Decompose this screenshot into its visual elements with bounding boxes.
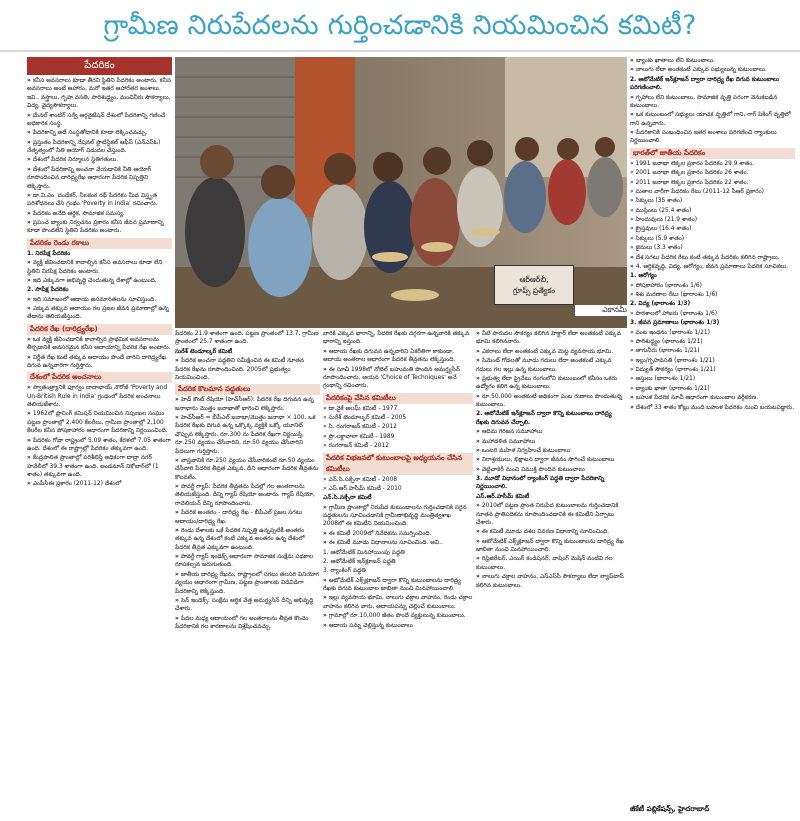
paragraph: 1. ఆటోమేటిక్ మినహాయింపు పద్ధతి — [323, 549, 405, 556]
sub-heading: ఎస్.ఆర్.హసీమ్ కమిటీ — [476, 493, 530, 500]
page-title: గ్రామీణ నిరుపేదలను గుర్తించడానికి నియమించిన కమిటీ? — [0, 0, 800, 52]
paragraph: » 1991 జనాభా లెక్కల ప్రకారం పేదరికం 29.9 శాతం. — [630, 160, 755, 167]
column-2 — [175, 330, 320, 819]
bullet-paragraph: » ఎంపీసీఈ ప్రకారం (2011-12) దేశంలో — [27, 480, 172, 488]
bullet-paragraph: » రిఫ్రిజిరేటర్, ఎయిర్ కండిషనర్, వాషింగ్ మెషిన్ వంటివి గల కుటుంబాలు. — [476, 555, 626, 572]
paragraph: » ఎస్.ఆర్.హసీమ్ కమిటీ - 2010 — [323, 485, 402, 492]
paragraph: » ముస్లింలు (25.4 శాతం) — [630, 207, 692, 214]
bullet-paragraph: » కేంద్రపాలిత ప్రాంతాల్లో పరిశీలిస్తే అధికంగా దాద్రా నగర్ హవేలీలో 39.3 శాతంగా ఉంది. అండమాన్ నికోబార్‌లో (1 శాతం) తక్కువగా ఉంది. — [27, 454, 172, 479]
paragraph: » ప్రొ.లక్డావాలా కమిటీ - 1989 — [323, 433, 395, 440]
sub-heading: 3. మూడో విధానంలో ర్యాంకింగ్ పద్ధతి ద్వారా పేదరికాన్ని నిర్ణయించాలి. — [476, 476, 605, 491]
bullet-paragraph: » నీటి పారుదల సౌకర్యం కలిగిన హెక్టార్ లేదా అంతకంటే ఎక్కువ భూమి కలిగినవారు. — [476, 330, 626, 347]
sub-heading: 2. విద్య (భారాంశం 1/3) — [630, 301, 691, 308]
paragraph: » రంగరాజన్ కమిటీ - 2012 — [323, 443, 389, 450]
paragraph: » పారిశుద్ధ్యం (భారాంశం 1/21) — [630, 338, 703, 345]
bullet-paragraph: » డా.వి.ఎం. దండేకర్, నీలకంఠ రథ్ పేదరికం మీద విస్తృత పరిశోధనలు చేసి గ్రంథం 'Poverty in India' రచించారు. — [27, 192, 172, 209]
bullet-paragraph: » పేదల మధ్య ఆదాయంలో గల అంతరాలను తీవ్రత కొంచెం పేదరికానికి గల కారణాలను విశ్లేషించవచ్చు. — [175, 615, 320, 632]
bullet-paragraph: » ఒక కుటుంబంలో సభ్యులు యాచక వృత్తిలో గాని, రాగ్ పికింగ్ వృత్తిలో గాని ఉన్నవారు. — [630, 111, 795, 128]
paragraph: » ఆస్తులు (భారాంశం 1/21) — [630, 376, 696, 383]
paragraph: » 2001 జనాభా లెక్కల ప్రకారం పేదరికం 26 శాతం. — [630, 170, 749, 177]
paragraph: » జైనులు (3.3 శాతం) — [630, 245, 683, 252]
section-heading: పేదరికంపై వేసిన కమిటీలు — [323, 393, 473, 404]
bullet-paragraph: » పేదరికం గోవా రాష్ట్రంలో 5.09 శాతం, కేరళలో 7.05 శాతంగా ఉంది. దేశంలో ఈ రాష్ట్రాల్లో పేదరికం తక్కువగా ఉంది. — [27, 437, 172, 454]
sub-heading: 2. ఆటోమేటిక్ ఇన్‌క్లూజన్ ద్వారా దారిద్ర్య రేఖ దిగువ కుటుంబాలు పరిగణించాలి. — [630, 76, 780, 92]
bullet-paragraph: » దేశ సగటు పేదరిక రేటు కంటే తక్కువ పేదరికం కలిగిన రాష్ట్రాలు. — [630, 254, 795, 262]
bullet-paragraph: » బహుళ పేదరిక సూచీ ఆధారంగా కుటుంబాల వర్గీకరణ. — [630, 394, 795, 402]
bullet-paragraph: » రూ.50,000 అంతకంటే అధికంగా పంట రుణాలు పొందుతున్న కుటుంబాలు. — [476, 393, 626, 410]
bullet-paragraph: » ఈ కమిటీ మూడు దశల వివరణ విధానాన్ని సూచించింది. — [476, 528, 626, 536]
bullet-paragraph: » వ్యక్తి జీవించడానికి కావాల్సిన కనీస అవసరాలు కూడా లేని స్థితిని నిరపేక్ష పేదరికం అంటారు. — [27, 259, 172, 276]
bullet-paragraph: » ఎక్కువ తక్కువ ఆదాయం గల ప్రజల జీవన ప్రమాణాల్లో ఉన్న తేడాను తెలియజేస్తుంది. — [27, 305, 172, 322]
bullet-paragraph: » నిరాశ్రయులు, భిక్షాటన ద్వారా జీవనం సాగించే కుటుంబాలు — [476, 456, 626, 464]
column-4 — [476, 330, 626, 819]
bullet-paragraph: » ఎకరాలు లేదా అంతకంటే ఎక్కువ మెట్ట వ్యవసాయ భూమి. — [476, 348, 626, 356]
bullet-paragraph: » 2010లో పట్టణ ప్రాంత నిరుపేద కుటుంబాలను గుర్తించడానికి నూతన ప్రాతిపదికను రూపొందించడానికి ఈ కమిటీని ఏర్పాటు చేశారు. — [476, 502, 626, 527]
paragraph: » హిందువులు (21.9 శాతం) — [630, 217, 697, 223]
column-3 — [323, 330, 473, 819]
paragraph: » విద్యుత్ సౌకర్యం (భారాంశం 1/21) — [630, 367, 716, 373]
bullet-paragraph: » పావర్టీ గ్యాప్: పేదరిక తీవ్రతను పేదల్లో గల అంతరాలను తెలియజేస్తుంది. దీన్ని గ్యాప్ రేషియో అంటారు. గ్యాప్ రేషియో, రావెలియన్ దీన్ని రూపొందించారు. — [175, 483, 320, 508]
bullet-paragraph: » ఆటోమేటిక్ ఎక్స్‌క్లూజన్ ద్వారా కొన్ని కుటుంబాలను దారిద్ర్య రేఖకు దిగువ కుటుంబాల జాబితా నుంచి మినహాయించాలి. — [323, 577, 473, 594]
column-1 — [27, 77, 172, 819]
bullet-paragraph: » ఇది ఎక్కువగా అభివృద్ధి చెందుతున్న దేశాల్లో ఉంటుంది. — [27, 277, 172, 285]
section-heading: పేదరిక కొలమాన పద్ధతులు — [175, 384, 320, 395]
publisher-credit: జీకేటీ పబ్లికేషన్స్, హైదరాబాద్ — [630, 805, 710, 813]
bullet-paragraph: » దేశంలో 33 శాతం కోట్లు మంది బహుళ పేదరికం నుంచి బయటపడ్డారు. — [630, 404, 795, 412]
credit-line-1: ఆర్‌ఆర్‌బీ, — [519, 275, 549, 284]
sub-heading: సురేశ్ టెండూల్కర్ కమిటీ — [175, 348, 233, 355]
bullet-paragraph: » స్వాతంత్ర్యానికి పూర్వం దాదాభాయ్ నౌరోజీ 'Poverty and Un-British Rule in India' గ్రంథంలో పేదరిక అంచనాలు తెలియజేశారు. — [27, 384, 172, 409]
bullet-paragraph: » ప్రభుత్వ లేదా ప్రైవేటు రంగంలోని కుటుంబంలో కనీసం ఒకరు ఉద్యోగం కలిగి ఉన్న కుటుంబాలు. — [476, 375, 626, 392]
bullet-paragraph: » దేశంలో పేదరికాన్ని అంచనా వేయడానికి నీతి ఆయోగ్ రూపొందించిన దారిద్ర్యరేఖ ఆధారంగా పేదరిక నిష్పత్తిని లెక్కిస్తారు. — [27, 166, 172, 191]
bullet-paragraph: » ఆటోమేటిక్ ఎక్స్‌క్లూజన్ ద్వారా కొన్ని కుటుంబాలను దారిద్ర్య రేఖ జాబితా నుంచి మినహాయించాలి. — [476, 538, 626, 555]
bullet-paragraph: » జాతీయ దారిద్ర్య రేఖను, రాష్ట్రాలలో సగటు తలసరి వినియోగ వ్యయం ఆధారంగా గ్రామీణ, పట్టణ ప్రాంతాలకు విడివిడిగా పేదరికాన్ని లెక్కిస్తుంది. — [175, 571, 320, 596]
bullet-paragraph: » బ్యాంకు ఖాతాలు లేని కుటుంబాలు. — [630, 57, 795, 65]
bullet-paragraph: » పేదరికం అనేది ఆర్థిక, సామాజిక సమస్య. — [27, 210, 172, 218]
paragraph: » శిశు మరణాల రేటు (భారాంశం 1/6) — [630, 292, 718, 298]
sub-heading: 2. ఆటోమేటిక్ ఇన్‌క్లూజన్ ద్వారా కొన్ని కుటుంబాలు దారిద్ర్య రేఖకు దిగువన చేర్చాలి. — [476, 411, 612, 426]
bullet-paragraph: » పేదరికానికి సంబంధించిన ఇతర అంశాలు పరిగణించి ర్యాంకులు నిర్ణయించాలి. — [630, 129, 795, 146]
bullet-paragraph: » ఈ సూచీ 1998లో నోబెల్ బహుమతి పొందిన అమర్త్యసేన్ రూపొందించారు. ఆయన 'Choice of Techniques' అనే గ్రంథాన్ని రచించారు. — [323, 366, 473, 391]
bullet-paragraph: » గృహాలు లేని కుటుంబాలు, సామాజిక వృత్తి పరంగా వెనుకబడిన కుటుంబాలు. — [630, 94, 795, 111]
paragraph: 3. ర్యాంకింగ్ పద్ధతి — [323, 568, 366, 575]
sub-heading: ఎన్.సి.సక్సేనా కమిటీ — [323, 495, 372, 502]
section-heading: భారత్‌లో జాతీయ పేదరికం — [630, 148, 795, 159]
bullet-paragraph: » రెండు దేశాలకు ఒకే పేదరిక నిష్పత్తి ఉన్నప్పటికీ అంతరం తక్కువ ఉన్న దేశంలో కంటే ఎక్కువ అంతరం ఉన్న దేశంలో పేదరిక తీవ్రత ఎక్కువగా ఉంటుంది. — [175, 527, 320, 552]
paragraph: » సిక్కులు (5.9 శాతం) — [630, 235, 685, 242]
paragraph: » తాగునీరు (భారాంశం 1/21) — [630, 348, 700, 355]
sub-heading: 1. నిరపేక్ష పేదరికం — [27, 250, 71, 257]
paragraph: » వంట ఇంధనం (భారాంశం 1/21) — [630, 329, 710, 336]
bullet-paragraph: » మేనల్ శాంటిర్ సర్వే ఆర్గనైజేషన్ దేశంలో పేదరికాన్ని గణించే అధికారిక సంస్థ. — [27, 112, 172, 129]
sub-heading: 3. జీవన ప్రమాణాలు (భారాంశం 1/3) — [630, 320, 720, 327]
section-heading: పేదరిక విభజనలో కుటుంబాలపై అధ్యయనం చేసిన కమిటీలు — [323, 453, 473, 475]
bullet-paragraph: » ఈ కమిటీ మూడు విధానాలను సూచించింది. అవి.. — [323, 539, 473, 547]
bullet-paragraph: » ప్రపంచ బ్యాంకు నిర్వచనం ప్రకారం కనీస జీవన ప్రమాణాన్ని కూడా పొందలేని స్థితిని పేదరికం అంటారు. — [27, 219, 172, 236]
bullet-paragraph: » సెన్ ఇండెక్స్: సంక్షేమ ఆర్థిక వేత్త అమర్త్యసేన్ దీన్ని అభివృద్ధి చేశారు. — [175, 597, 320, 614]
bullet-paragraph: » ఆదాయ పన్ను చెల్లిస్తున్న కుటుంబాలు — [323, 622, 473, 630]
paragraph: పేదరికం 21.9 శాతంగా ఉంది. పట్టణ ప్రాంతంలో 13.7, గ్రామీణ ప్రాంతంలో 25.7 శాతంగా ఉంది. — [175, 331, 319, 346]
paragraph: » పోషకాహారం (భారాంశం 1/6) — [630, 282, 702, 289]
paragraph: వారికి ఎక్కువ భారాన్ని, పేదరిక రేఖకు దగ్గరగా ఉన్నవారికి తక్కువ భారాన్ని ఇస్తుంది. — [323, 331, 470, 346]
bullet-paragraph: » పేదరిక అంతరం - దారిద్ర్య రేఖ - బీపీఎల్ ప్రజల సగటు ఆదాయం/దారిద్ర్య రేఖ. — [175, 509, 320, 526]
bullet-paragraph: » కనీస అవసరాలు కూడా తీరని స్థితిని పేదరికం అంటారు. కనీస అవసరాలు అంటే ఆహారం, మరో ఇతర ఆహారేతర అంశాలు. ఇవి.. వస్త్రాలు, గృహ వసతి, పారిశుద్ధ్యం, మంచినీరు సౌకర్యాలు, విద్య, వైద్యసౌకర్యాలు. — [27, 77, 172, 111]
bullet-paragraph: » నిర్ణీత రేఖ కంటే తక్కువ ఆదాయం పొందే వారిని దారిద్ర్యరేఖ దిగువ ఉన్నవారిగా గుర్తిస్తారు. — [27, 354, 172, 371]
bullet-paragraph: » ఆదాయ రేఖకు దిగువన ఉన్నవారిని ఏకరీతిగా కాకుండా, ఆదాయ అంతరాల ఆధారంగా పేదరిక తీవ్రతను లెక్కిస్తుంది. — [323, 348, 473, 365]
bullet-paragraph: » ఒంటరి మహిళ నిర్వహించే కుటుంబాలు — [476, 447, 626, 455]
paragraph: » సి. రంగరాజన్ కమిటీ - 2012 — [323, 424, 397, 431]
bullet-paragraph: » నాలుగు చక్రాల వాహనం, ఎస్ఎస్‌సీ సౌకర్యాలు లేదా ల్యాప్‌టాప్ కలిగిన కుటుంబాలు. — [476, 573, 626, 590]
bullet-paragraph: » ఇల్లు వ్యవసాయ భూమి, నాలుగు చక్రాల వాహనం, రెండు చక్రాల వాహనం కలిగిన వారు, ఆదాయపన్ను చెల్లించే కుటుంబాలు. — [323, 594, 473, 611]
paragraph: » పాఠశాలలో హాజరు (భారాంశం 1/6) — [630, 310, 718, 317]
sub-heading: 1. ఆరోగ్యం — [630, 273, 657, 280]
bullet-paragraph: » పేదరికాన్ని అదే సంస్థతోటానికి కూడా లెక్కించవచ్చు. — [27, 129, 172, 137]
article-category: ఎకానమీ — [575, 305, 627, 316]
bullet-paragraph: » వెట్టిచాకిరీ నుంచి విముక్తి పొందిన కుటుంబాలు — [476, 466, 626, 474]
bullet-paragraph: » 1962లో ప్లానింగ్ కమిషన్ నియమించిన నిపుణుల సంఘం పట్టణ ప్రాంతాల్లో 2,400 కేలరీలు, గ్రామీణ ప్రాంతాల్లో 2,100 కేలరీల కనీస పోషకాహారం ఆధారంగా పేదరికాన్ని నిర్ణయించింది. — [27, 410, 172, 435]
bullet-paragraph: » నాలుగు లేదా అంతకంటే ఎక్కువ సభ్యులున్న కుటుంబాలు. — [630, 66, 795, 74]
section-heading: పేదరిక రేఖ (దారిద్ర్యరేఖ) — [27, 324, 172, 335]
bullet-paragraph: » మహాదళిత సమూహాలు — [476, 438, 626, 446]
bullet-paragraph: » ప్రస్తుతం పేదరికాన్ని నేషనల్ స్టాటిస్టికల్ ఆఫీస్ (ఎన్‌ఎస్‌ఓ) నేతృత్వంలో నీతి ఆయోగ్ విడుదల చేస్తుంది. — [27, 139, 172, 156]
paragraph: » సిక్కులు (35 శాతం) — [630, 198, 683, 205]
bullet-paragraph: » గ్రామాల్లో రూ.10,000 జీతం పొందే వ్యక్తులున్న కుటుంబాలు. — [323, 612, 473, 620]
paragraph: 2. ఆటోమేటిక్ ఇన్‌క్లూజన్ పద్ధతి — [323, 558, 396, 565]
paragraph: » సురేశ్ టెండూల్కర్ కమిటీ - 2005 — [323, 415, 407, 421]
bullet-paragraph: » గ్రామీణ ప్రాంతాల్లో నిరుపేద కుటుంబాలను గుర్తించడానికి సరైన పద్ధతులను సూచించడానికి గ్రామీణాభివృద్ధి మంత్రిత్వశాఖ 2008లో ఈ కమిటీని నియమించింది. — [323, 504, 473, 529]
bullet-paragraph: » దేశంలో పేదరిక నిర్మూలన స్థితిగతులు. — [27, 156, 172, 164]
bullet-paragraph: » ఇది సమాజంలో ఆదాయ అసమానతలను సూచిస్తుంది. — [27, 296, 172, 304]
paragraph: » డా.వైకే అలఘ్ కమిటీ - 1977 — [323, 405, 398, 412]
credit-line-2: గ్రూప్స్ ప్రత్యేకం — [512, 286, 556, 295]
paragraph: » 2011 జనాభా లెక్కల ప్రకారం పేదరికం 22 శాతం. — [630, 179, 749, 186]
column-5 — [630, 57, 795, 797]
paragraph: » ఇల్లు/గృహవసతి (భారాంశం 1/21) — [630, 357, 715, 364]
bullet-paragraph: » పావర్టీ గ్యాప్ ఇండెక్స్ ఆధారంగా సామాజిక సంక్షేమ పథకాల రూపకల్పన జరుగుతుంది. — [175, 553, 320, 570]
bullet-paragraph: » ఒక వ్యక్తి జీవించడానికి కావాల్సిన ప్రాథమిక అవసరాలను తీర్చడానికి అవసరమైన కనీస ఆదాయాన్ని పేదరిక రేఖ అంటారు. — [27, 336, 172, 353]
paragraph: » ఎన్.సి.సక్సేనా కమిటీ - 2008 — [323, 476, 397, 483]
bullet-paragraph: » ఆదిమ గిరిజన సమూహాలు — [476, 428, 626, 436]
bullet-paragraph: » వాస్తవానికి రూ.250 వ్యయం చేసేవారికంటే రూ.50 వ్యయం చేసేవారి పేదరిక తీవ్రత ఎక్కువ. దీని ఆధారంగా పేదరిక తీవ్రతను కొలవలేం. — [175, 457, 320, 482]
paragraph: » మతాల వారీగా పేదరికం రేటు (2011-12 సీఆర్ ప్రకారం) — [630, 188, 764, 195]
paragraph: » క్రైస్తవులు (16.4 శాతం) — [630, 226, 692, 233]
bullet-paragraph: » సిమెంట్ గోడలతో మూడు గదులు లేదా అంతకంటే ఎక్కువ గదులు గల ఇల్లు ఉన్న కుటుంబాలు. — [476, 357, 626, 374]
photo-credit-box — [494, 265, 574, 305]
bullet-paragraph: » 4. ఆర్థికవృద్ధి, విద్య, ఆరోగ్యం, జీవన ప్రమాణాలు పేదరిక సూచికలు. — [630, 263, 795, 271]
section-heading: దేశంలో పేదరిక అంచనాలు — [27, 372, 172, 383]
section-heading: పేదరికం రెండు రకాలు — [27, 238, 172, 249]
paragraph: » బ్యాంకు ఖాతా (భారాంశం 1/21) — [630, 385, 710, 392]
bullet-paragraph: » పేదరిక అంచనా పద్ధతిని సమీక్షించిన ఈ కమిటీ నూతన పేదరిక రేఖను రూపొందించింది. 2005లో ప్రభుత్వం నియమించింది. — [175, 357, 320, 382]
sub-heading: 2. సాపేక్ష పేదరికం — [27, 287, 69, 294]
bullet-paragraph: » ఈ కమిటీ 2009లో నివేదికను సమర్పించింది. — [323, 530, 473, 538]
bullet-paragraph: » హెడ్ కౌంట్ రేషియో (హెచ్‌సీఆర్): పేదరిక రేఖ దిగువన ఉన్న జనాభాను మొత్తం జనాభాతో భాగించి లెక్కిస్తారు. — [175, 396, 320, 413]
section-badge: పేదరికం — [27, 57, 172, 75]
bullet-paragraph: » హెచ్‌సీఆర్ = బీపీఎల్ జనాభా/మొత్తం జనాభా × 100. ఒక పేదరిక రేఖకు దిగువ ఉన్న ఒక్కొక్క వ్యక్తికి ఒక్కో యూనిట్ చొప్పున లెక్కిస్తారు. రూ.300 ను పేదరిక రేఖగా నిర్ణయిస్తే, రూ.250 వ్యయం చేసేవారిని, రూ.50 వ్యయం చేసేవారిని పేదలుగా గుర్తిస్తారు. — [175, 414, 320, 456]
